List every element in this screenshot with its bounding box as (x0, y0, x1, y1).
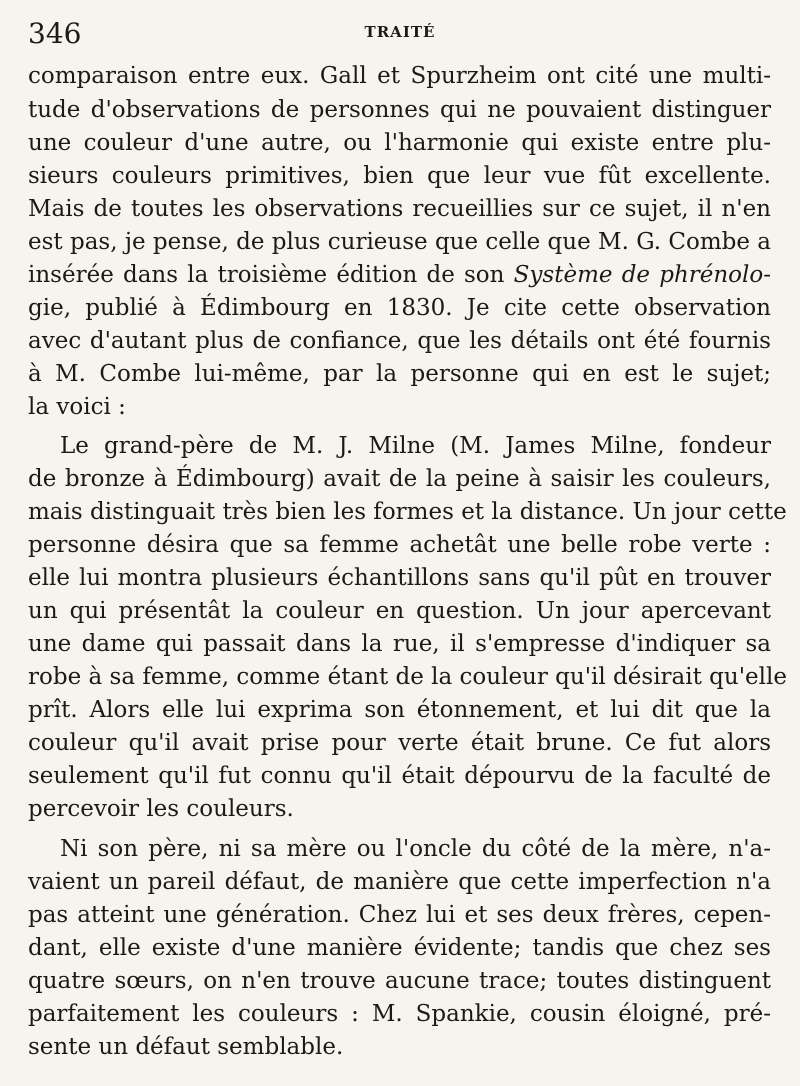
text-line-with-title (28, 259, 771, 291)
page-header (0, 14, 800, 54)
text-line: la voici : (28, 394, 126, 420)
text-line: robe à sa femme, comme étant de la couleur qu'il désirait qu'elle (28, 664, 787, 690)
text-line: elle lui montra plusieurs échantillons sans qu'il pût en trouver (28, 565, 771, 591)
text-line: une couleur d'une autre, ou l'harmonie qui existe entre plu- (28, 130, 771, 156)
text-line: dant, elle existe d'une manière évidente; tandis que chez ses (28, 935, 771, 961)
page-number: 346 (28, 17, 82, 50)
text-line: sente un défaut semblable. (28, 1034, 344, 1060)
text-line: comparaison entre eux. Gall et Spurzheim ont cité une multi- (28, 63, 771, 89)
text-line: couleur qu'il avait prise pour verte était brune. Ce fut alors (28, 730, 771, 756)
text-line: un qui présentât la couleur en question. Un jour apercevant (28, 598, 771, 624)
text-line: Mais de toutes les observations recueillies sur ce sujet, il n'en (28, 196, 771, 222)
text-line: de bronze à Édimbourg) avait de la peine à saisir les couleurs, (28, 466, 771, 492)
text-line: Le grand-père de M. J. Milne (M. James Milne, fondeur (60, 433, 771, 459)
book-title: Système de phrénolo- (513, 262, 772, 288)
text-line: gie, publié à Édimbourg en 1830. Je cite cette observation (28, 295, 771, 321)
text-line: mais distinguait très bien les formes et la distance. Un jour cette (28, 499, 787, 525)
text-line: avec d'autant plus de confiance, que les détails ont été fournis (28, 328, 771, 354)
text-line: sieurs couleurs primitives, bien que leur vue fût excellente. (28, 163, 771, 189)
text-line: percevoir les couleurs. (28, 796, 294, 822)
text-line: une dame qui passait dans la rue, il s'empresse d'indiquer sa (28, 631, 771, 657)
running-head: TRAITÉ (364, 23, 436, 41)
text-line: parfaitement les couleurs : M. Spankie, cousin éloigné, pré- (28, 1001, 771, 1027)
text-line: Ni son père, ni sa mère ou l'oncle du côté de la mère, n'a- (60, 836, 771, 862)
text-line: prît. Alors elle lui exprima son étonnement, et lui dit que la (28, 697, 771, 723)
text-line: quatre sœurs, on n'en trouve aucune trace; toutes distinguent (28, 968, 771, 994)
text-line: tude d'observations de personnes qui ne pouvaient distinguer (28, 97, 771, 123)
text-segment: insérée dans la troisième édition de son (28, 262, 514, 288)
text-line: est pas, je pense, de plus curieuse que celle que M. G. Combe a (28, 229, 771, 255)
text-line: vaient un pareil défaut, de manière que cette imperfection n'a (28, 869, 771, 895)
text-line: personne désira que sa femme achetât une belle robe verte : (28, 532, 771, 558)
text-line: pas atteint une génération. Chez lui et ses deux frères, cepen- (28, 902, 771, 928)
text-line: seulement qu'il fut connu qu'il était dépourvu de la faculté de (28, 763, 771, 789)
text-line: à M. Combe lui-même, par la personne qui en est le sujet; (28, 361, 771, 387)
